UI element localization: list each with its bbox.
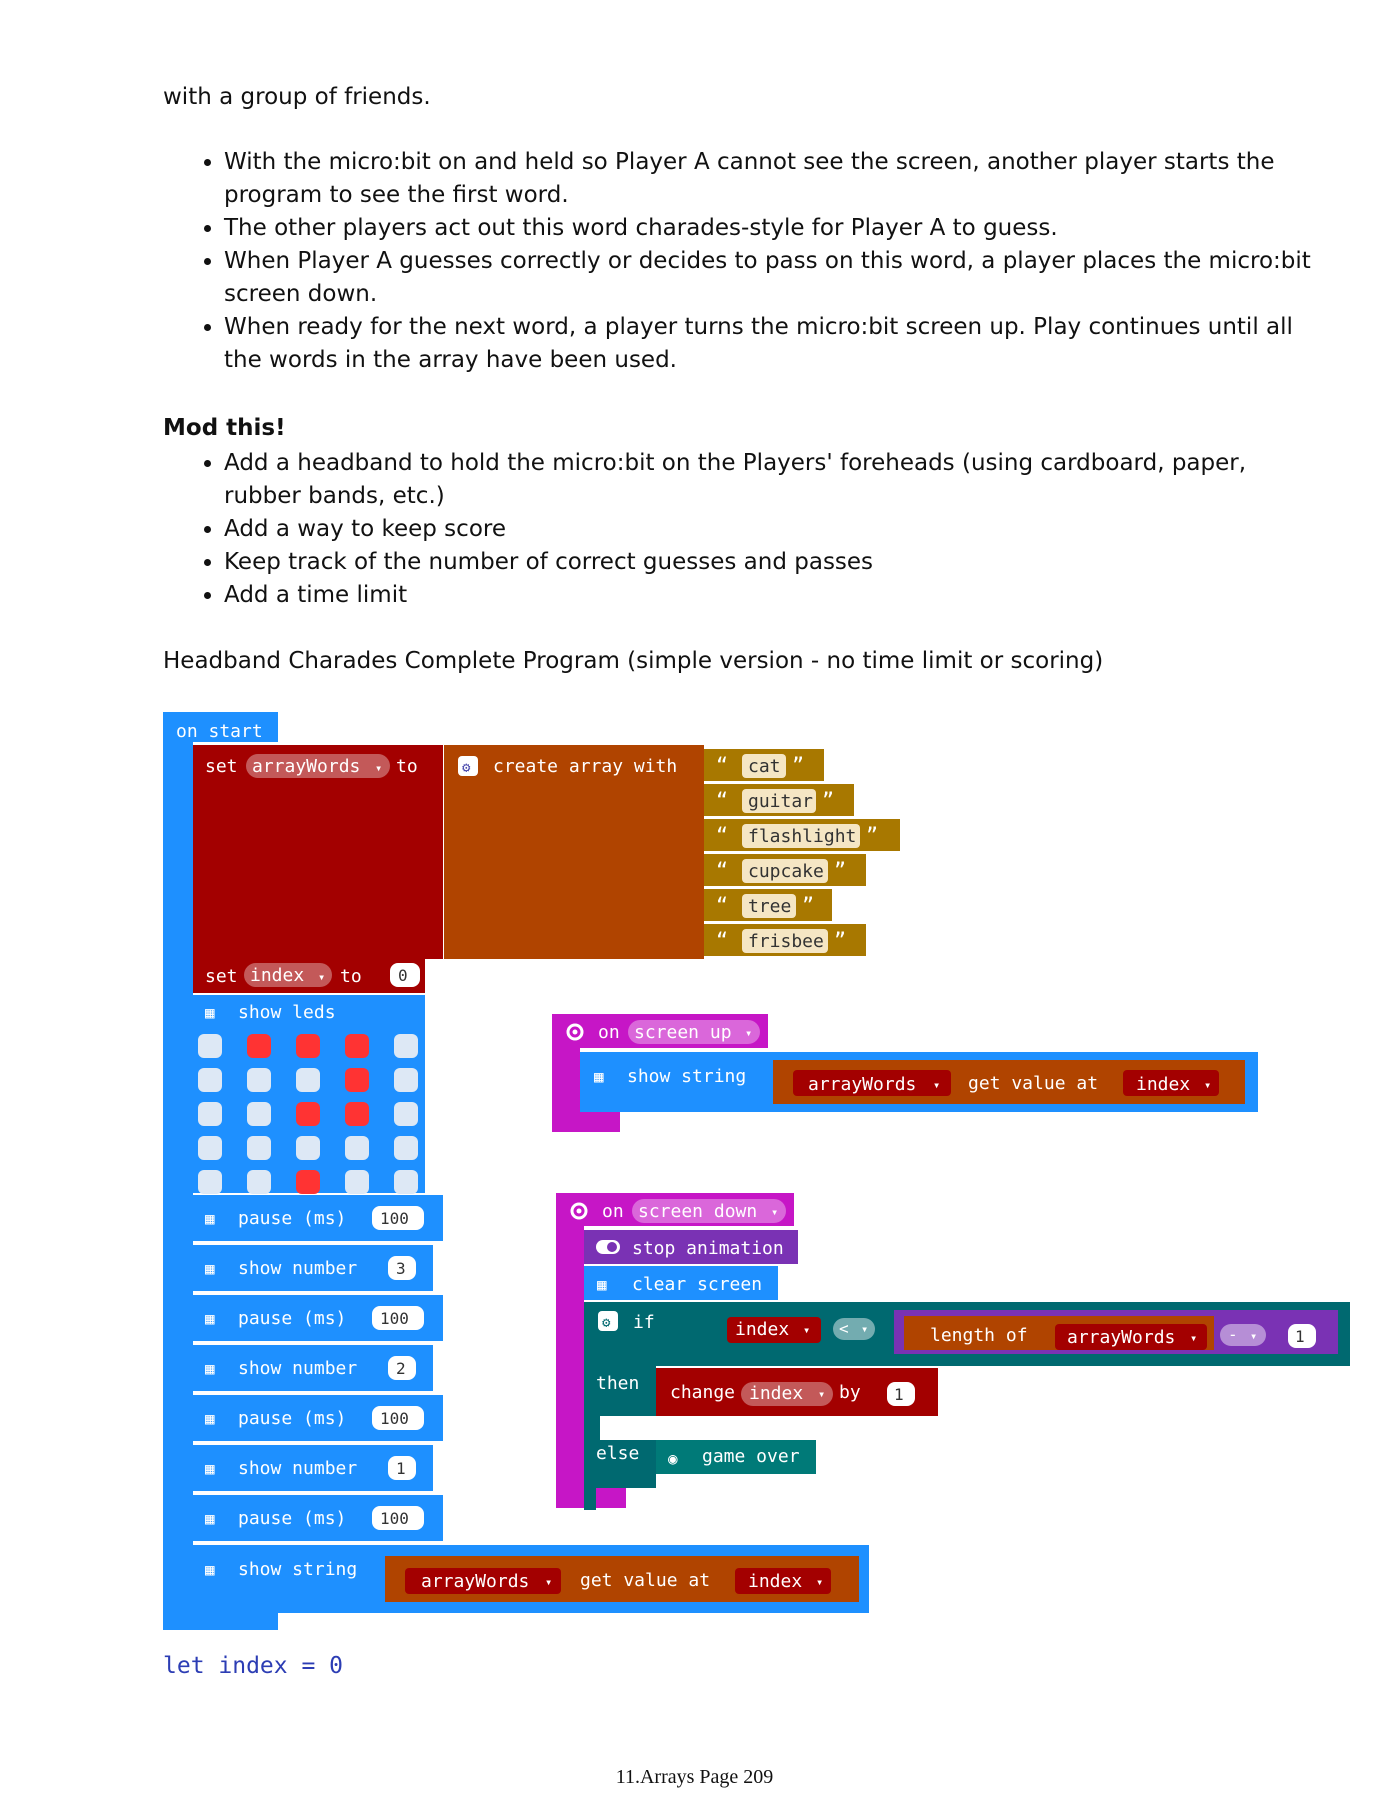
grid-icon: ▦ — [205, 1560, 215, 1579]
list-item: • Keep track of the number of correct guesses and passes — [224, 546, 1324, 579]
svg-text:▾: ▾ — [933, 1078, 941, 1092]
svg-text:if: if — [633, 1312, 655, 1333]
led-on[interactable] — [296, 1170, 320, 1194]
show-string-block — [193, 1545, 869, 1613]
pause-block — [193, 1195, 443, 1241]
create-array-label: create array with — [493, 756, 678, 777]
show-number-block — [193, 1345, 433, 1391]
grid-icon: ▦ — [205, 1459, 215, 1478]
svg-text:1: 1 — [396, 1459, 406, 1478]
svg-text:tree: tree — [748, 896, 792, 917]
svg-text:else: else — [596, 1443, 640, 1464]
svg-text:”: ” — [802, 893, 815, 917]
list-item: • Add a headband to hold the micro:bit on the Players' foreheads (using cardboard, paper, rubber bands, etc.) — [224, 447, 1324, 513]
list-item: • With the micro:bit on and held so Player A cannot see the screen, another player starts the program to see the first word. — [224, 146, 1324, 212]
svg-text:“: “ — [716, 788, 729, 812]
led-off[interactable] — [394, 1136, 418, 1160]
led-off[interactable] — [198, 1102, 222, 1126]
svg-text:get value at: get value at — [968, 1073, 1099, 1094]
grid-icon: ▦ — [205, 1003, 215, 1022]
svg-text:arrayWords: arrayWords — [808, 1074, 917, 1095]
led-off[interactable] — [296, 1068, 320, 1092]
svg-text:▾: ▾ — [803, 1323, 811, 1337]
svg-text:100: 100 — [380, 1209, 409, 1228]
gear-icon: ⚙ — [602, 1315, 611, 1331]
word-cat — [704, 749, 824, 781]
led-on[interactable] — [247, 1034, 271, 1058]
svg-text:▾: ▾ — [745, 1026, 753, 1040]
variable-dropdown: index — [250, 965, 305, 986]
show-number-block — [193, 1445, 433, 1491]
svg-text:▾: ▾ — [1204, 1078, 1212, 1092]
svg-text:▾: ▾ — [1250, 1329, 1258, 1343]
svg-text:to: to — [340, 966, 362, 987]
svg-text:2: 2 — [396, 1359, 406, 1378]
list-item: • Add a way to keep score — [224, 513, 1324, 546]
svg-text:length of: length of — [930, 1325, 1028, 1346]
svg-text:”: ” — [834, 928, 847, 952]
svg-text:show number: show number — [238, 1358, 358, 1379]
on-start-block — [163, 712, 900, 1630]
svg-text:change: change — [670, 1382, 736, 1403]
svg-text:show string: show string — [627, 1066, 747, 1087]
word-guitar — [704, 784, 854, 816]
svg-text:“: “ — [716, 823, 729, 847]
led-off[interactable] — [247, 1170, 271, 1194]
svg-text:game over: game over — [702, 1446, 800, 1467]
svg-text:pause (ms): pause (ms) — [238, 1408, 347, 1429]
grid-icon: ▦ — [597, 1275, 607, 1294]
list-item: • The other players act out this word charades-style for Player A to guess. — [224, 212, 1324, 245]
svg-text:cupcake: cupcake — [748, 861, 824, 882]
svg-text:index: index — [749, 1383, 804, 1404]
svg-text:pause (ms): pause (ms) — [238, 1208, 347, 1229]
index-init-value: 0 — [398, 966, 408, 985]
word-flashlight — [704, 819, 900, 851]
svg-text:3: 3 — [396, 1259, 406, 1278]
svg-text:“: “ — [716, 928, 729, 952]
svg-text:show string: show string — [238, 1559, 358, 1580]
led-off[interactable] — [345, 1136, 369, 1160]
led-off[interactable] — [198, 1068, 222, 1092]
svg-text:100: 100 — [380, 1509, 409, 1528]
led-off[interactable] — [247, 1136, 271, 1160]
led-off[interactable] — [394, 1068, 418, 1092]
led-off[interactable] — [394, 1170, 418, 1194]
grid-icon: ▦ — [205, 1309, 215, 1328]
svg-text:”: ” — [834, 858, 847, 882]
show-leds-label: show leds — [238, 1002, 336, 1023]
svg-text:1: 1 — [894, 1385, 904, 1404]
to-keyword: to — [396, 756, 418, 777]
svg-text:<: < — [839, 1319, 849, 1338]
stop-animation-label: stop animation — [632, 1238, 784, 1259]
led-off[interactable] — [345, 1170, 369, 1194]
led-off[interactable] — [247, 1068, 271, 1092]
svg-text:frisbee: frisbee — [748, 931, 824, 952]
word-cupcake — [704, 854, 866, 886]
led-on[interactable] — [345, 1102, 369, 1126]
svg-text:”: ” — [792, 753, 805, 777]
svg-text:cat: cat — [748, 756, 781, 777]
svg-text:“: “ — [716, 753, 729, 777]
svg-text:by: by — [839, 1382, 861, 1403]
led-on[interactable] — [345, 1034, 369, 1058]
grid-icon: ▦ — [205, 1359, 215, 1378]
code-line: let index = 0 — [163, 1653, 344, 1679]
on-start-label: on start — [176, 721, 263, 742]
grid-icon: ▦ — [205, 1509, 215, 1528]
svg-text:flashlight: flashlight — [748, 826, 857, 847]
led-off[interactable] — [394, 1102, 418, 1126]
svg-text:show number: show number — [238, 1458, 358, 1479]
led-off[interactable] — [394, 1034, 418, 1058]
pause-block — [193, 1295, 443, 1341]
word-frisbee — [704, 924, 866, 956]
svg-text:-: - — [1228, 1325, 1238, 1344]
svg-text:index: index — [1136, 1074, 1191, 1095]
svg-text:▾: ▾ — [545, 1575, 553, 1589]
svg-text:▾: ▾ — [318, 970, 326, 984]
svg-text:then: then — [596, 1373, 640, 1394]
mod-heading: Mod this! — [163, 415, 286, 441]
svg-text:pause (ms): pause (ms) — [238, 1308, 347, 1329]
list-item: • When Player A guesses correctly or decides to pass on this word, a player places the micro:bit screen down. — [224, 245, 1324, 311]
svg-text:100: 100 — [380, 1409, 409, 1428]
svg-text:guitar: guitar — [748, 791, 814, 812]
svg-text:on: on — [598, 1022, 620, 1043]
list-item: • When ready for the next word, a player turns the micro:bit screen up. Play continues until all the words in the array have been used. — [224, 311, 1324, 377]
show-number-block — [193, 1245, 433, 1291]
led-off[interactable] — [198, 1136, 222, 1160]
svg-text:get value at: get value at — [580, 1570, 711, 1591]
list-item: • Add a time limit — [224, 579, 1324, 612]
svg-text:▾: ▾ — [771, 1205, 779, 1219]
svg-text:arrayWords: arrayWords — [1067, 1327, 1176, 1348]
svg-text:”: ” — [866, 823, 879, 847]
grid-icon: ▦ — [205, 1209, 215, 1228]
event-dropdown: screen up — [634, 1022, 732, 1043]
on-screen-up-block — [552, 1014, 1258, 1132]
pause-block — [193, 1395, 443, 1441]
event-dropdown: screen down — [638, 1201, 758, 1222]
svg-text:index: index — [735, 1319, 790, 1340]
svg-text:”: ” — [822, 788, 835, 812]
svg-text:“: “ — [716, 858, 729, 882]
svg-text:clear screen: clear screen — [632, 1274, 763, 1295]
svg-text:▾: ▾ — [375, 761, 383, 775]
grid-icon: ▦ — [594, 1067, 604, 1086]
svg-text:arrayWords: arrayWords — [421, 1571, 530, 1592]
page-footer: 11.Arrays Page 209 — [615, 1766, 774, 1788]
program-caption: Headband Charades Complete Program (simple version - no time limit or scoring) — [163, 648, 1104, 674]
pause-block — [193, 1495, 443, 1541]
led-off[interactable] — [198, 1170, 222, 1194]
svg-text:pause (ms): pause (ms) — [238, 1508, 347, 1529]
svg-text:set: set — [205, 966, 238, 987]
gear-icon: ⚙ — [462, 760, 471, 776]
svg-text:“: “ — [716, 893, 729, 917]
led-off[interactable] — [296, 1136, 320, 1160]
svg-text:▾: ▾ — [816, 1575, 824, 1589]
grid-icon: ▦ — [205, 1409, 215, 1428]
svg-text:show number: show number — [238, 1258, 358, 1279]
led-off[interactable] — [198, 1034, 222, 1058]
word-tree — [704, 889, 832, 921]
svg-text:100: 100 — [380, 1309, 409, 1328]
svg-text:on: on — [602, 1201, 624, 1222]
set-keyword: set — [205, 756, 238, 777]
svg-text:1: 1 — [1295, 1327, 1305, 1346]
svg-text:▾: ▾ — [818, 1387, 826, 1401]
svg-text:▾: ▾ — [1190, 1331, 1198, 1345]
on-screen-down-block — [556, 1193, 1350, 1510]
led-off[interactable] — [247, 1102, 271, 1126]
svg-text:▾: ▾ — [861, 1322, 869, 1336]
intro-line: with a group of friends. — [163, 84, 431, 110]
gamepad-icon: ◉ — [668, 1449, 678, 1468]
led-on[interactable] — [345, 1068, 369, 1092]
led-on[interactable] — [296, 1102, 320, 1126]
led-on[interactable] — [296, 1034, 320, 1058]
svg-text:index: index — [748, 1571, 803, 1592]
grid-icon: ▦ — [205, 1259, 215, 1278]
variable-dropdown: arrayWords — [252, 756, 361, 777]
